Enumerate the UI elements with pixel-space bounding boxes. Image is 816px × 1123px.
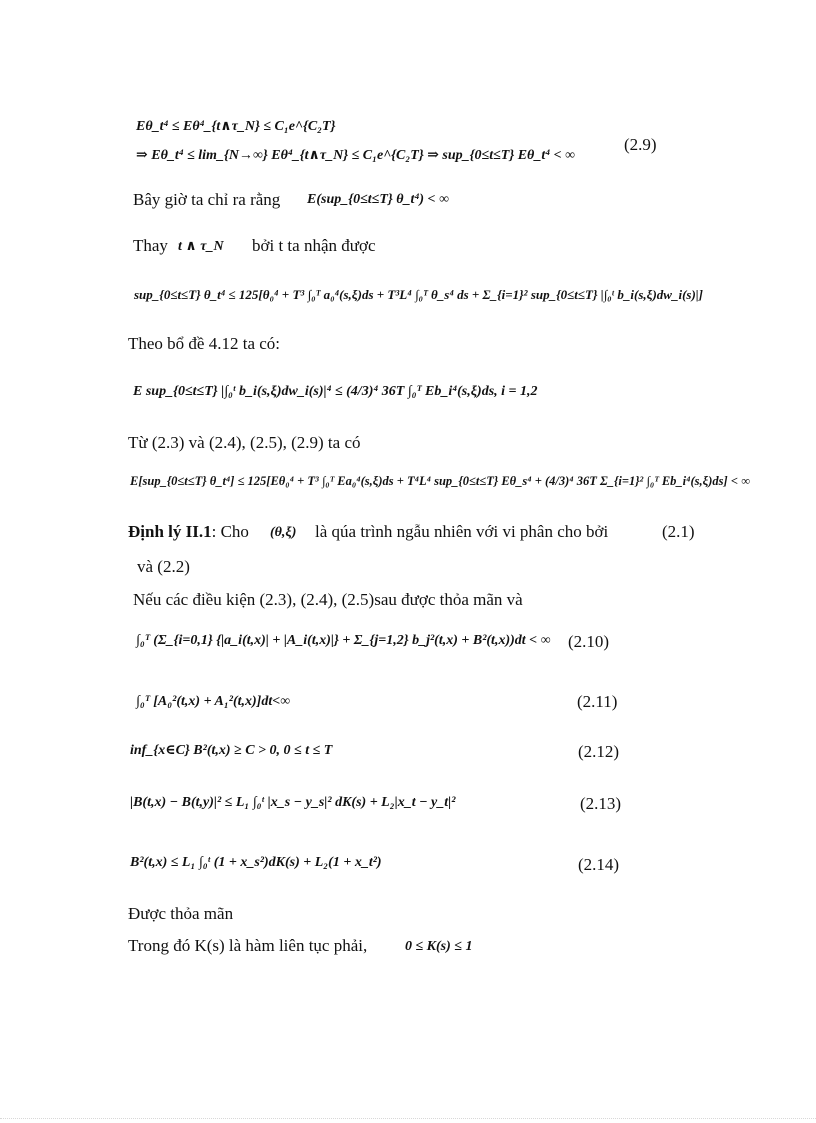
equation-final-bound: E[sup_{0≤t≤T} θ_t⁴] ≤ 125[Eθ₀⁴ + T³ ∫₀ᵀ Ea₀⁴(s,ξ)ds + T⁴L⁴ sup_{0≤t≤T} Eθ_s⁴ + (4/3)⁴ 36T Σ_{i=1}² ∫₀ᵀ Eb_i⁴(s,ξ)ds] < ∞: [130, 474, 750, 488]
equation-bound-theta: Eθ_t⁴ ≤ Eθ⁴_{t∧τ_N} ≤ C₁e^{C₂T}: [136, 119, 336, 134]
equation-number-2-13: (2.13): [580, 794, 622, 813]
equation-k-range: 0 ≤ K(s) ≤ 1: [405, 939, 473, 954]
equation-number-2-9: (2.9): [624, 135, 657, 154]
equation-sup-inequality: sup_{0≤t≤T} θ_t⁴ ≤ 125[θ₀⁴ + T³ ∫₀ᵀ a₀⁴(s,ξ)ds + T³L⁴ ∫₀ᵀ θ_s⁴ ds + Σ_{i=1}² sup_{0≤t≤T} |∫₀ᵗ b_i(s,ξ)dw_i(s)|]: [134, 287, 703, 302]
paragraph-lemma-ref: Theo bổ đề 4.12 ta có:: [128, 334, 281, 353]
paragraph-replace-word: Thay: [133, 236, 168, 255]
equation-number-2-14: (2.14): [578, 855, 620, 874]
theorem-line: [128, 522, 249, 542]
theorem-description: là qúa trình ngẫu nhiên với vi phân cho bởi: [315, 522, 609, 541]
paragraph-now-show: Bây giờ ta chỉ ra rằng: [133, 190, 281, 209]
theorem-continuation: và (2.2): [137, 557, 190, 576]
paragraph-where: Trong đó K(s) là hàm liên tục phải,: [128, 936, 368, 955]
equation-expectation-sup: E(sup_{0≤t≤T} θ_t⁴) < ∞: [307, 192, 449, 207]
paragraph-satisfied: Được thỏa mãn: [128, 904, 234, 923]
equation-number-2-12: (2.12): [578, 742, 620, 761]
paragraph-from-refs: Từ (2.3) và (2.4), (2.5), (2.9) ta có: [128, 433, 361, 452]
equation-condition-2-10: ∫₀ᵀ (Σ_{i=0,1} {|a_i(t,x)| + |A_i(t,x)|} + Σ_{j=1,2} b_j²(t,x) + B²(t,x))dt < ∞: [136, 633, 551, 648]
theorem-intro: : Cho: [211, 522, 249, 541]
equation-number-2-10: (2.10): [568, 632, 610, 651]
paragraph-conditions: Nếu các điều kiện (2.3), (2.4), (2.5)sau được thỏa mãn và: [133, 590, 523, 609]
equation-number-2-1: (2.1): [662, 522, 695, 541]
paragraph-replace-rest: bởi t ta nhận được: [252, 236, 376, 255]
equation-process-pair: (θ,ξ): [270, 525, 297, 540]
page-bottom-divider: [0, 1118, 816, 1119]
equation-condition-2-14: B²(t,x) ≤ L₁ ∫₀ᵗ (1 + x_s²)dK(s) + L₂(1 + x_t²): [130, 855, 382, 870]
equation-limit-bound: ⇒ Eθ_t⁴ ≤ lim_{N→∞} Eθ⁴_{t∧τ_N} ≤ C₁e^{C₂T} ⇒ sup_{0≤t≤T} Eθ_t⁴ < ∞: [136, 148, 576, 163]
equation-condition-2-12: inf_{x∈C} B²(t,x) ≥ C > 0, 0 ≤ t ≤ T: [130, 743, 333, 758]
equation-lemma-bound: E sup_{0≤t≤T} |∫₀ᵗ b_i(s,ξ)dw_i(s)|⁴ ≤ (4/3)⁴ 36T ∫₀ᵀ Eb_i⁴(s,ξ)ds, i = 1,2: [133, 384, 538, 399]
equation-number-2-11: (2.11): [577, 692, 618, 711]
equation-condition-2-13: |B(t,x) − B(t,y)|² ≤ L₁ ∫₀ᵗ |x_s − y_s|² dK(s) + L₂|x_t − y_t|²: [130, 795, 456, 810]
theorem-label: Định lý II.1: [128, 522, 212, 541]
equation-condition-2-11: ∫₀ᵀ [A₀²(t,x) + A₁²(t,x)]dt<∞: [136, 694, 291, 709]
equation-stopping-time: t ∧ τ_N: [178, 239, 224, 254]
